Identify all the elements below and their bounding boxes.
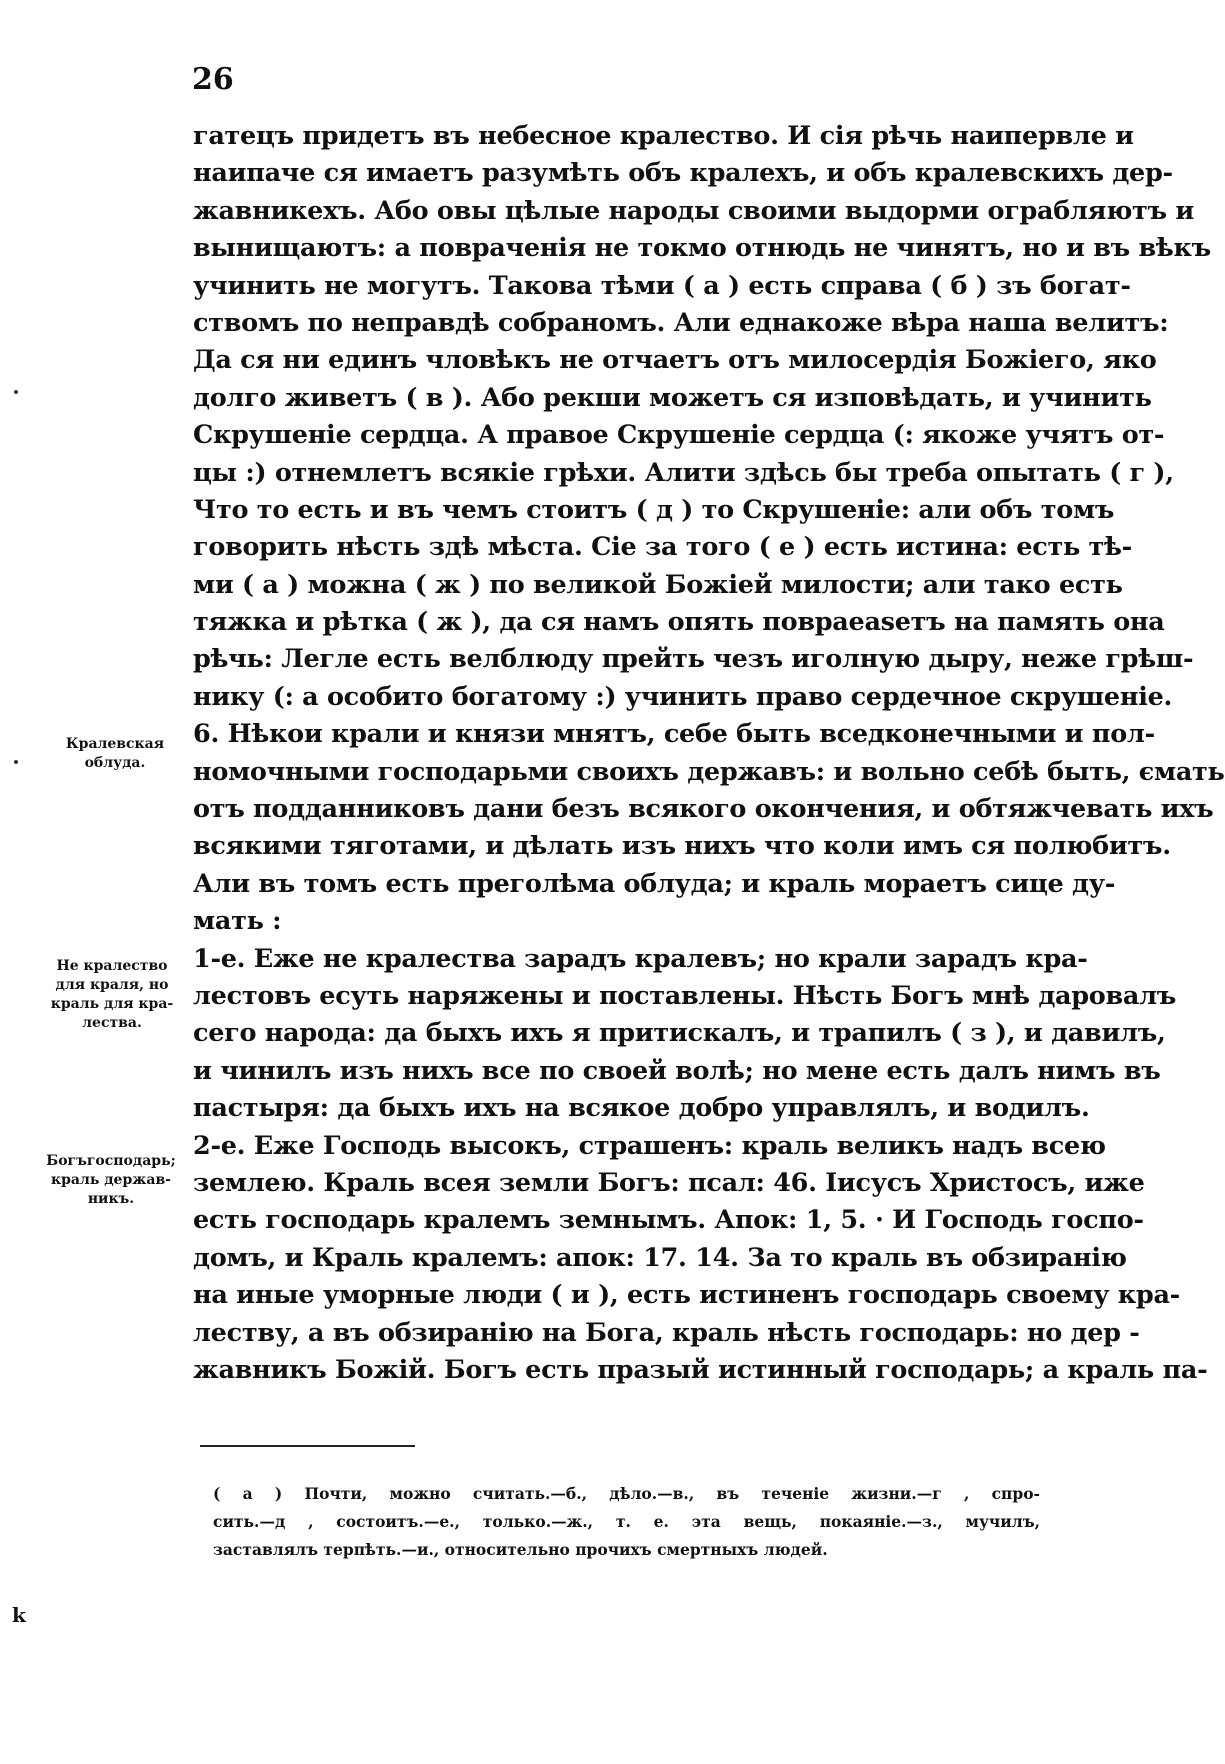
text-line: тяжка и рѣтка ( ж ), да ся намъ опять повраeaseтъ на память она <box>193 607 1165 638</box>
text-line: землею. Краль всея земли Богъ: псал: 46. Іисусъ Христосъ, иже <box>193 1167 1145 1198</box>
margin-note-line: Кралевская <box>65 736 165 752</box>
corner-mark: k <box>12 1603 26 1627</box>
text-line: учинить не могутъ. Такова тѣми ( а ) есть справа ( б ) зъ богат- <box>193 270 1131 301</box>
text-line: Скрушеніе сердца. А правое Скрушеніе сердца (: якоже учятъ от- <box>193 420 1165 451</box>
margin-note-line: облуда. <box>84 755 146 771</box>
main-text <box>193 118 1225 1389</box>
margin-dot <box>14 760 18 764</box>
text-line: ми ( а ) можна ( ж ) по великой Божіей милости; али тако есть <box>193 569 1123 600</box>
margin-note-line: лества. <box>82 1015 142 1031</box>
point-1-start: 1-е. Еже не кралества зарадъ кралевъ; но крали зарадъ кра- <box>193 943 1088 974</box>
footnote-line: заставлялъ терпѣть.—и., относительно прочихъ смертныхъ людей. <box>213 1540 828 1559</box>
text-line: гатецъ придетъ въ небесное кралество. И сія рѣчь наипервле и <box>193 121 1134 151</box>
margin-note-line: краль для кра- <box>50 996 174 1012</box>
text-line: лестовъ есуть наряжены и поставлены. Нѣсть Богъ мнѣ даровалъ <box>193 980 1177 1011</box>
margin-note-line: краль держав- <box>51 1172 171 1188</box>
margin-note-bog-gospodar <box>40 1152 182 1209</box>
text-line: ствомъ по неправдѣ собраномъ. Али еднакоже вѣра наша велитъ: <box>193 307 1169 338</box>
text-line: жавникъ Божій. Богъ есть празый истинный господарь; а краль па- <box>193 1354 1208 1385</box>
text-line: вынищаютъ: а повраченія не токмо отнюдь не чинятъ, но и въ вѣкъ <box>193 233 1211 264</box>
text-line: на иные уморные люди ( и ), есть истиненъ господарь своему кра- <box>193 1280 1180 1311</box>
page-number: 26 <box>192 62 234 97</box>
text-line: рѣчь: Легле есть велблюду прейть чезъ иголную дыру, неже грѣш- <box>193 644 1194 675</box>
margin-note-line: Не кралество <box>56 958 168 974</box>
text-line: Да ся ни единъ чловѣкъ не отчаетъ отъ милосердія Божіего, яко <box>193 345 1157 376</box>
text-line: долго живетъ ( в ). Або рекши можетъ ся изповѣдать, и учинить <box>193 382 1152 413</box>
margin-dot <box>14 390 18 394</box>
text-line: сего народа: да быхъ ихъ я притискалъ, и трапилъ ( з ), и давилъ, <box>193 1018 1166 1049</box>
text-line: мать : <box>193 906 282 937</box>
text-line: цы :) отнемлетъ всякіе грѣхи. Алити здѣсь бы треба опытать ( г ), <box>193 457 1174 488</box>
footnote-separator <box>200 1445 415 1447</box>
margin-note-ne-kralestvo <box>42 957 182 1033</box>
text-line: нику (: а особито богатому :) учинить право сердечное скрушеніе. <box>193 681 1173 712</box>
text-line: есть господарь кралемъ земнымъ. Апок: 1, 5. · И Господь госпо- <box>193 1205 1144 1236</box>
text-line: всякими тяготами, и дѣлать изъ нихъ что коли имъ ся полюбитъ. <box>193 831 1171 862</box>
text-line: и чинилъ изъ нихъ все по своей волѣ; но мене есть далъ нимъ въ <box>193 1055 1161 1086</box>
text-line: номочными господарьми своихъ державъ: и вольно себѣ быть, ємать <box>193 756 1225 787</box>
point-2-start: 2-е. Еже Господь высокъ, страшенъ: краль великъ надъ всею <box>193 1130 1106 1161</box>
margin-note-line: Богъгосподарь; <box>46 1153 176 1169</box>
text-line: домъ, и Краль кралемъ: апок: 17. 14. За то краль въ обзиранію <box>193 1242 1127 1273</box>
footnotes <box>213 1480 1040 1564</box>
text-line: пастыря: да быхъ ихъ на всякое добро управлялъ, и водилъ. <box>193 1093 1090 1124</box>
text-line: Али въ томъ есть преголѣма облуда; и краль мораетъ сице ду- <box>193 868 1116 899</box>
text-line: Что то есть и въ чемъ стоитъ ( д ) то Скрушеніе: али объ томъ <box>193 494 1115 525</box>
margin-note-line: для краля, но <box>55 977 169 993</box>
text-line: лeству, а въ обзиранію на Бога, краль нѣсть господарь: но дер - <box>193 1317 1140 1348</box>
text-line: наипаче ся имаетъ разумѣть объ кралехъ, и объ кралевскихъ дер- <box>193 158 1173 189</box>
footnote-line: ( а ) Почти, можно считать.—б., дѣло.—в., въ теченіе жизни.—г , спро- <box>213 1484 1040 1503</box>
margin-note-line: никъ. <box>87 1191 135 1207</box>
text-line: говорить нѣсть здѣ мѣста. Сіе за того ( е ) есть истина: есть тѣ- <box>193 532 1132 563</box>
paragraph-6-start: 6. Нѣкои крали и князи мнятъ, себе быть вседконечными и пол- <box>193 719 1155 750</box>
margin-note-kralevskaya-obluda <box>50 735 180 773</box>
text-line: жавникехъ. Або овы цѣлые народы своими выдорми ограбляютъ и <box>193 195 1195 226</box>
text-line: отъ подданниковъ дани безъ всякого окончения, и обтяжчевать ихъ <box>193 794 1214 825</box>
footnote-line: сить.—д , состоитъ.—е., только.—ж., т. е. эта вещь, покаяніе.—з., мучилъ, <box>213 1512 1040 1531</box>
